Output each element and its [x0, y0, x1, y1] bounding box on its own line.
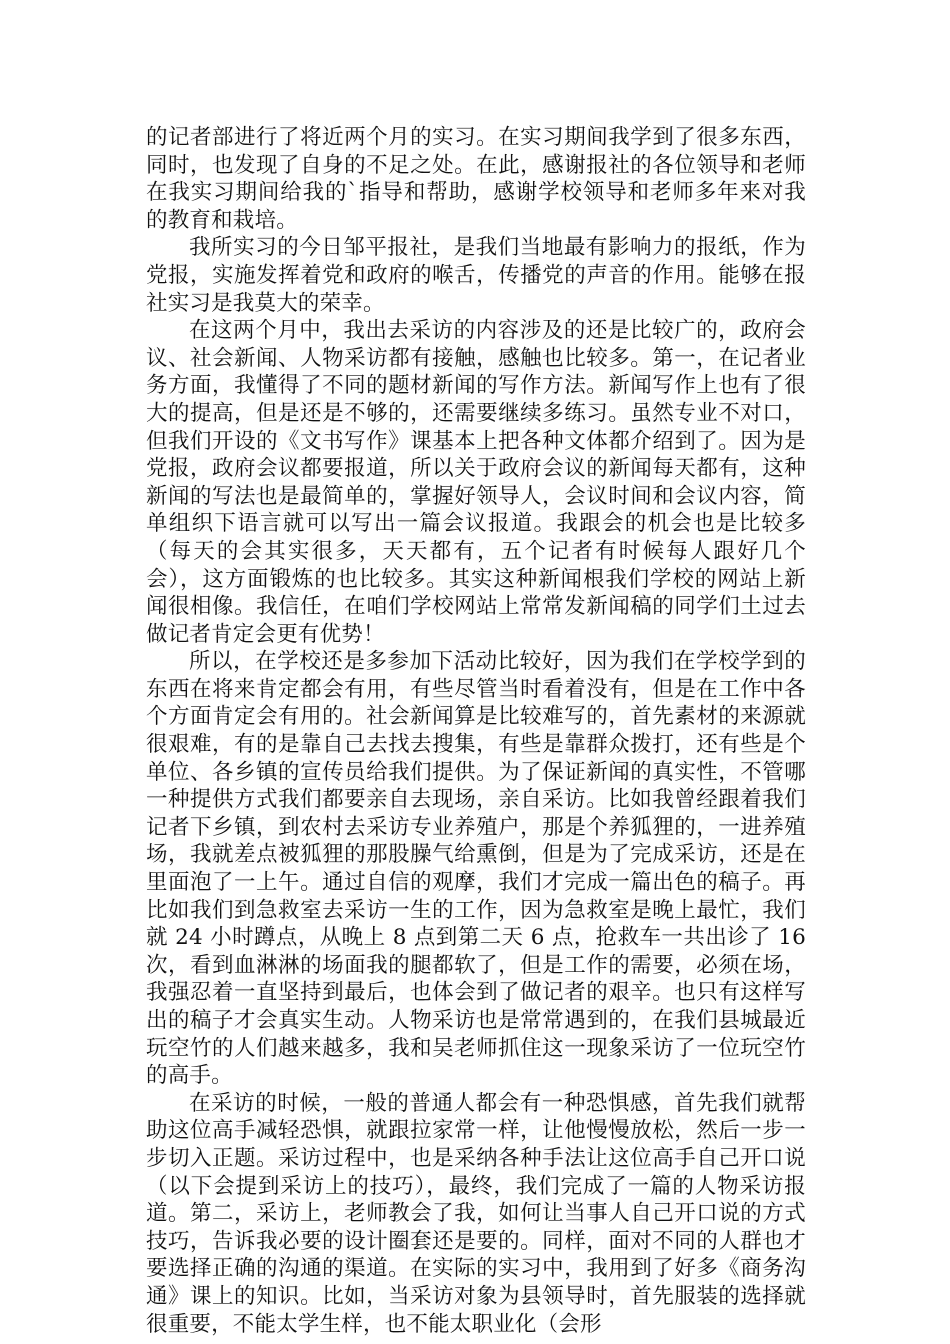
paragraph-5: 在采访的时候，一般的普通人都会有一种恐惧感，首先我们就帮助这位高手减轻恐惧，就跟拉家常一样，让他慢慢放松，然后一步一步切入正题。采访过程中，也是采纳各种手法让这位高手自己开口说（以下会提到采访上的技巧），最终，我们完成了一篇的人物采访报道。第二，采访上，老师教会了我，如何让当事人自己开口说的方式技巧，告诉我必要的设计圈套还是要的。同样，面对不同的人群也才要选择正确的沟通的渠道。在实际的实习中，我用到了好多《商务沟通》课上的知识。比如，当采访对象为县领导时，首先服装的选择就很重要，不能太学生样，也不能太职业化（会形 — [146, 1090, 806, 1337]
paragraph-1: 的记者部进行了将近两个月的实习。在实习期间我学到了很多东西，同时，也发现了自身的不足之处。在此，感谢报社的各位领导和老师在我实习期间给我的`指导和帮助，感谢学校领导和老师多年来对我的教育和栽培。 — [146, 125, 806, 233]
paragraph-2: 我所实习的今日邹平报社，是我们当地最有影响力的报纸，作为党报，实施发挥着党和政府的喉舌，传播党的声音的作用。能够在报社实习是我莫大的荣幸。 — [146, 235, 806, 316]
paragraph-4: 所以，在学校还是多参加下活动比较好，因为我们在学校学到的东西在将来肯定都会有用，有些尽管当时看着没有，但是在工作中各个方面肯定会有用的。社会新闻算是比较难写的，首先素材的来源就很艰难，有的是靠自己去找去搜集，有些是靠群众拨打，还有些是个单位、各乡镇的宣传员给我们提供。为了保证新闻的真实性，不管哪一种提供方式我们都要亲自去现场，亲自采访。比如我曾经跟着我们记者下乡镇，到农村去采访专业养殖户，那是个养狐狸的，一进养殖场，我就差点被狐狸的那股臊气给熏倒，但是为了完成采访，还是在里面泡了一上午。通过自信的观摩，我们才完成一篇出色的稿子。再比如我们到急救室去采访一生的工作，因为急救室是晚上最忙，我们就 24 小时蹲点，从晚上 8 点到第二天 6 点，抢救车一共出诊了 16 次，看到血淋淋的场面我的腿都软了，但是工作的需要，必须在场，我强忍着一直坚持到最后，也体会到了做记者的艰辛。也只有这样写出的稿子才会真实生动。人物采访也是常常遇到的，在我们县城最近玩空竹的人们越来越多，我和吴老师抓住这一现象采访了一位玩空竹的高手。 — [146, 649, 806, 1089]
paragraph-3: 在这两个月中，我出去采访的内容涉及的还是比较广的，政府会议、社会新闻、人物采访都有接触，感触也比较多。第一，在记者业务方面，我懂得了不同的题材新闻的写作方法。新闻写作上也有了很大的提高，但是还是不够的，还需要继续多练习。虽然专业不对口，但我们开设的《文书写作》课基本上把各种文体都介绍到了。因为是党报，政府会议都要报道，所以关于政府会议的新闻每天都有，这种新闻的写法也是最简单的，掌握好领导人，会议时间和会议内容，简单组织下语言就可以写出一篇会议报道。我跟会的机会也是比较多（每天的会其实很多，天天都有，五个记者有时候每人跟好几个会），这方面锻炼的也比较多。其实这种新闻根我们学校的网站上新闻很相像。我信任，在咱们学校网站上常常发新闻稿的同学们土过去做记者肯定会更有优势！ — [146, 318, 806, 647]
document-body — [146, 124, 806, 1338]
